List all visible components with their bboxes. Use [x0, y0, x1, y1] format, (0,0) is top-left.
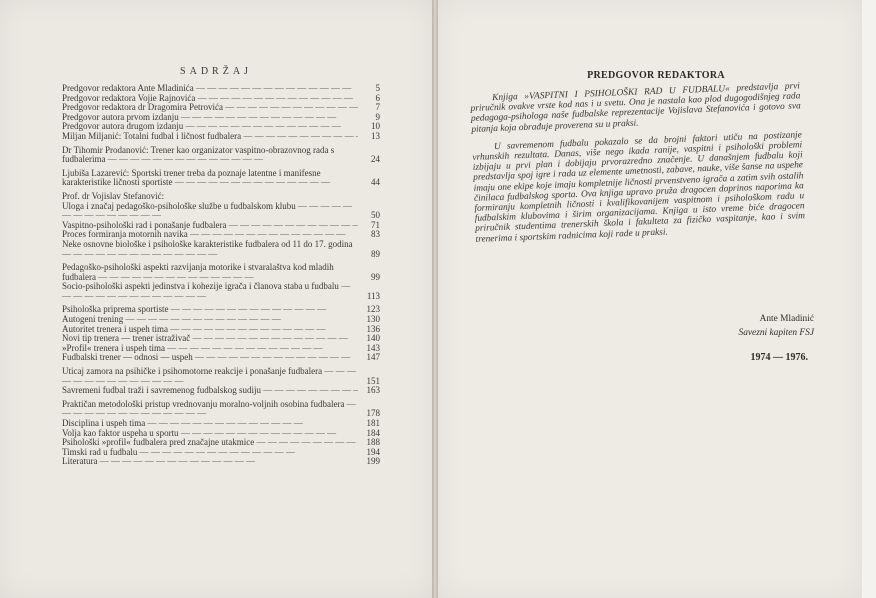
toc-entry-page: 24	[371, 154, 380, 165]
toc-entry-page: 147	[366, 352, 380, 363]
toc-entry-page: 10	[371, 121, 380, 132]
toc-entry-page: 50	[371, 210, 380, 221]
toc-entry	[62, 334, 380, 344]
toc-entry	[62, 146, 380, 165]
toc-entry-title: Socio-psihološki aspekti jedinstva i kohezije igrača i članova staba u fudbalu — — —	[62, 282, 358, 301]
toc-entry-title: Pedagoško-psihološki aspekti razvijanja motorike i stvaralaštva kod mladih fudbalera — — —	[62, 263, 358, 282]
toc-entry	[62, 386, 380, 396]
toc-entry-title: Uloga i značaj pedagoško-psihološke službe u fudbalskom klubu — — —	[62, 202, 358, 221]
toc-entry	[62, 400, 380, 419]
toc-entry-page: 99	[371, 271, 380, 282]
toc-entry-page: 199	[366, 456, 380, 467]
toc-entry	[62, 122, 380, 132]
toc-entry-page: 181	[366, 418, 380, 428]
preface-paragraph: Knjiga »VASPITNI I PSIHOLOŠKI RAD U FUDBALU« predstavlja prvi priručnik ovakve vrste kod nas i u svetu. Ona je nastala kao plod dugogodišnjeg rada pedagoga-psihologa naše fudbalske reprezentacije Vojislava Stefanovića i gotovo sva pitanja koja obrađuje proverena su u praksi.	[470, 81, 801, 135]
toc-entry	[62, 315, 380, 325]
toc-entry-page: 9	[375, 111, 380, 122]
page-edge	[862, 0, 876, 598]
toc-entry	[62, 240, 380, 259]
left-page	[0, 0, 434, 598]
toc-entry-page: 44	[371, 177, 380, 188]
toc-entry	[62, 263, 380, 282]
toc-entry	[62, 353, 380, 363]
toc-entry-title: Literatura — — —	[62, 457, 358, 467]
preface-paragraph: U savremenom fudbalu pokazalo se da brojni faktori utiču na postizanje vrhunskih rezultata. Danas, više nego ikada ranije, vaspitni i psihološki problemi izbijaju u prvi plan i dobijaju prvorazredno značenje. U današnjem fudbalu koji predstavlja spoj igre i rada uz elemente umetnosti, zabave, nauke, više šanse na uspehe imaju one ekipe koje imaju kompletnije ličnosti prvenstveno igrača a zatim svih ostalih činilaca fudbalskog sporta. Ova knjiga upravo pruža dragocen doprinos naporima ka formiranju kompletnih ličnosti i kvalifikovanijem vaspitnom i psihološkom radu u fudbalskim klubovima i širim organizacijama. Knjiga u isto vreme biće dragocen priručnik studentima trenerskih škola i fakulteta za fizičko vaspitanje, kao i svim trenerima i sportskim radnicima koji rade u praksi.	[472, 130, 806, 245]
toc-entry-page: 123	[366, 304, 380, 315]
toc-entry-title: »Profil« trenera i uspeh tima — — —	[62, 344, 358, 354]
toc-entry	[62, 325, 380, 335]
toc-entry-page: 163	[366, 385, 380, 396]
toc-entry-title: Predgovor redaktora Vojie Rajnovića — — —	[62, 94, 358, 104]
toc-entry-page: 89	[371, 248, 380, 259]
toc-entry-title: Uticaj zamora na psihičke i psihomotorne reakcije i ponašanje fudbalera — — —	[62, 367, 358, 386]
toc-entry	[62, 448, 380, 458]
toc-entry-title: Disciplina i uspeh tima — — —	[62, 419, 358, 429]
toc-entry	[62, 282, 380, 301]
toc-entry	[62, 457, 380, 467]
toc-entry-title: Predgovor autora drugom izdanju — — —	[62, 122, 358, 132]
toc-entry-page: 136	[366, 323, 380, 334]
toc-entry	[62, 429, 380, 439]
toc-entry	[62, 344, 380, 354]
preface-title: PREDGOVOR REDAKTORA	[587, 70, 725, 81]
toc-entry	[62, 367, 380, 386]
toc-entry-page: 140	[366, 333, 380, 344]
toc-entry-title: Praktičan metodološki pristup vrednovanju moralno-voljnih osobina fudbalera — — —	[62, 400, 358, 419]
toc-entry-title: Vaspitno-psihološki rad i ponašanje fudbalera — — —	[62, 221, 358, 231]
toc-entry-title: Dr Tihomir Prodanović: Trener kao organizator vaspitno-obrazovnog rada s fudbalerima — — —	[62, 146, 358, 165]
toc-entry-page: 130	[366, 314, 380, 325]
preface-body	[470, 81, 806, 252]
signature	[664, 312, 814, 340]
toc-entry-title: Prof. dr Vojislav Stefanović:	[62, 191, 165, 201]
toc-entry	[62, 94, 380, 104]
toc-entry-page: 113	[366, 290, 380, 301]
toc-entry-page: 5	[375, 83, 380, 93]
toc-entry-title: Autogeni trening — — —	[62, 315, 358, 325]
toc-title: SADRŽAJ	[180, 66, 252, 77]
toc-entry	[62, 305, 380, 315]
toc-entry-title: Proces formiranja motornih navika — — —	[62, 230, 358, 240]
toc-entry-title: Timski rad u fudbalu — — —	[62, 448, 358, 458]
toc-entry-page: 194	[366, 446, 380, 457]
toc-entry-page: 83	[371, 229, 380, 240]
toc-entry	[62, 169, 380, 188]
toc-entry-title: Predgovor autora prvom izdanju — — —	[62, 113, 358, 123]
toc-entry-title: Fudbalski trener — odnosi — uspeh — — —	[62, 353, 358, 363]
toc-entry-title: Predgovor redaktora Ante Mladinića — — —	[62, 84, 358, 94]
toc-entry-page: 7	[375, 102, 380, 113]
toc-entry-title: Psihološka priprema sportiste — — —	[62, 305, 358, 315]
preface-years: 1974 — 1976.	[750, 352, 808, 363]
toc-entry	[62, 132, 380, 142]
toc-entry-title: Novi tip trenera — trener istraživač — — —	[62, 334, 358, 344]
toc-entry-page: 184	[366, 427, 380, 438]
toc-entry-title: Miljan Miljanić: Totalni fudbal i ličnost fudbalera — — —	[62, 132, 358, 142]
toc-entry-page: 6	[375, 92, 380, 103]
toc-entry-title: Ljubiša Lazarević: Sportski trener treba da poznaje latentne i manifesne karakteristike ličnosti sportiste — — —	[62, 169, 358, 188]
toc-entry-page: 188	[366, 437, 380, 448]
toc-entry-title: Psihološki »profil« fudbalera pred značajne utakmice — — —	[62, 438, 358, 448]
toc-entry	[62, 84, 380, 94]
toc-entry-page: 178	[366, 408, 380, 419]
toc-entry-page: 151	[366, 375, 380, 386]
toc-entry	[62, 202, 380, 221]
toc-entry	[62, 113, 380, 123]
toc-entry-page: 143	[366, 342, 380, 353]
toc-entry-title: Neke osnovne biološke i psihološke karakteristike fudbalera od 11 do 17. godina — — —	[62, 240, 358, 259]
toc-entry-title: Volja kao faktor uspeha u sportu — — —	[62, 429, 358, 439]
toc-entry	[62, 438, 380, 448]
signature-name: Ante Mladinić	[759, 314, 814, 324]
toc-entry	[62, 221, 380, 231]
toc-entry-title: Autoritet trenera i uspeh tima — — —	[62, 325, 358, 335]
signature-role: Savezni kapiten FSJ	[738, 328, 814, 338]
toc-entry	[62, 419, 380, 429]
toc-entry	[62, 103, 380, 113]
toc-entry-page: 71	[371, 219, 380, 230]
toc-entry-title: Savremeni fudbal traži i savremenog fudbalskog sudiju — — —	[62, 386, 358, 396]
table-of-contents	[62, 84, 380, 467]
toc-entry-page: 13	[371, 130, 380, 141]
toc-entry-title: Predgovor redaktora dr Dragomira Petrovića — — —	[62, 103, 358, 113]
